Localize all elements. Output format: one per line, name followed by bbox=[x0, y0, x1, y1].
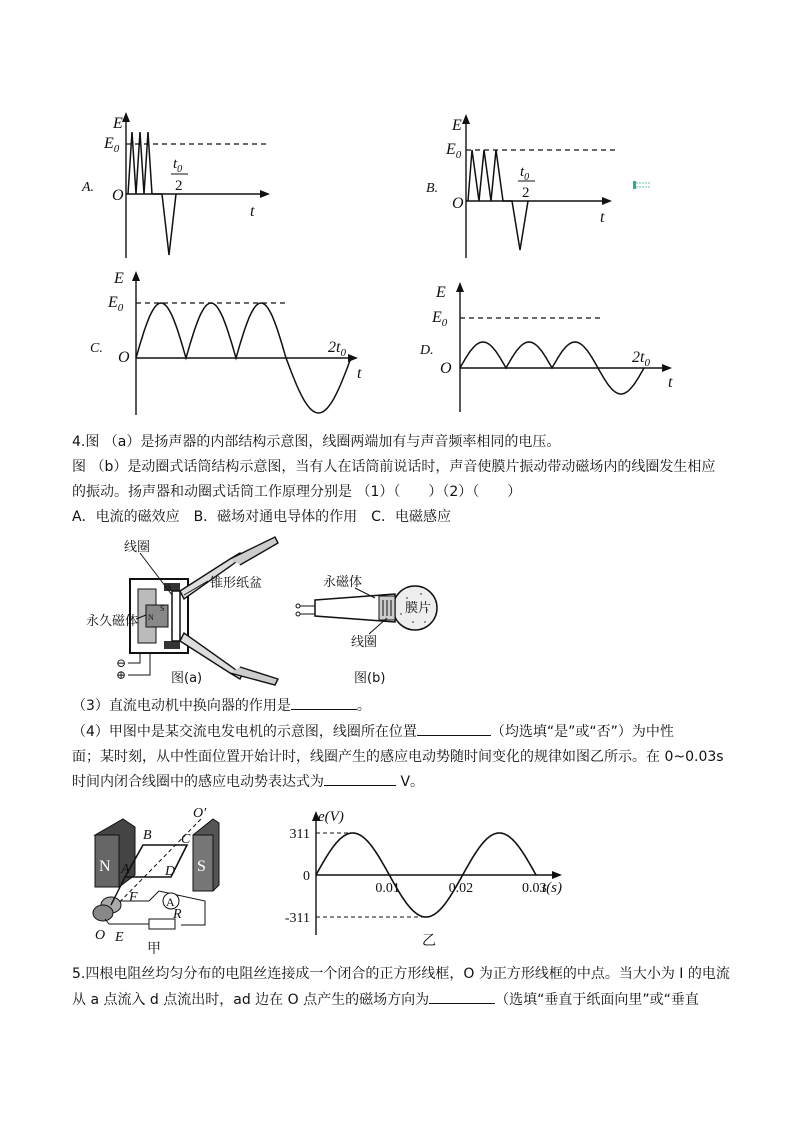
q5-answer-blank[interactable] bbox=[429, 988, 495, 1004]
chart-point bbox=[535, 874, 536, 875]
chart-point bbox=[444, 904, 445, 905]
label-a: A bbox=[121, 862, 130, 877]
q3-end: 。 bbox=[356, 698, 371, 714]
graph-b-t-label: t bbox=[600, 209, 605, 226]
chart-point bbox=[370, 845, 371, 846]
magnet-s-label: S bbox=[197, 858, 206, 875]
q4b-text-3b: V。 bbox=[396, 774, 425, 790]
graph-b-e0-label: $E_0$ bbox=[446, 141, 462, 161]
graph-a bbox=[80, 110, 300, 265]
graph-d-end-label: $2t_0$ bbox=[632, 349, 650, 369]
label-o-prime: O′ bbox=[193, 806, 207, 821]
graph-b-e-label: E bbox=[452, 117, 462, 134]
q4b-text-3: 时间内闭合线圈中的感应电动势表达式为 bbox=[72, 774, 324, 790]
graph-a-frac-num: $t_0$ bbox=[173, 156, 183, 175]
graph-d-option: D. bbox=[420, 343, 434, 358]
q4-options: A．电流的磁效应 B．磁场对通电导体的作用 C．电磁感应 bbox=[72, 509, 451, 525]
generator-figure bbox=[85, 805, 285, 960]
label-r: R bbox=[173, 907, 182, 922]
label-d: D bbox=[165, 864, 176, 879]
decorative-mark-icon bbox=[633, 181, 650, 189]
coil-b-label: 线圈 bbox=[351, 634, 378, 649]
label-b: B bbox=[143, 828, 152, 843]
magnet-label: 永久磁体 bbox=[86, 613, 139, 628]
ammeter-icon: A bbox=[166, 895, 175, 909]
graph-c-origin: O bbox=[118, 349, 130, 366]
speaker-s-top: S bbox=[167, 583, 172, 592]
graph-c-t-label: t bbox=[357, 365, 362, 382]
graph-d-e0-label: $E_0$ bbox=[432, 309, 448, 329]
permanent-magnet-label: 永磁体 bbox=[323, 574, 363, 589]
graph-d-e-label: E bbox=[436, 284, 446, 301]
graph-d-origin: O bbox=[440, 360, 452, 377]
q5-text-2b: （选填“垂直于纸面向里”或“垂直 bbox=[495, 992, 699, 1008]
chart-point bbox=[499, 832, 500, 833]
q5-line-1: 5.四根电阻丝均匀分布的电阻丝连接成一个闭合的正方形线框，O 为正方形线框的中点。当大小为 I 的电流 bbox=[72, 966, 730, 982]
q4b-line-3 bbox=[72, 770, 732, 794]
graph-a-e-label: E bbox=[113, 115, 123, 132]
chart-point bbox=[407, 904, 408, 905]
chart-y-tick-label: 0 bbox=[303, 869, 310, 884]
graph-c-option: C. bbox=[90, 341, 103, 356]
chart-y-tick-label: -311 bbox=[284, 911, 310, 926]
plus-terminal-icon: ⊕ bbox=[116, 668, 127, 682]
speaker-n-label: N bbox=[148, 613, 154, 622]
q4b-answer-blank-2[interactable] bbox=[324, 770, 396, 786]
graph-a-frac-den: 2 bbox=[175, 178, 183, 194]
caption-jia: 甲 bbox=[147, 942, 161, 957]
graph-a-t-label: t bbox=[250, 203, 255, 220]
graph-c-end-label: $2t_0$ bbox=[328, 339, 346, 359]
chart-point bbox=[352, 832, 353, 833]
graph-c-e-label: E bbox=[114, 270, 124, 287]
chart-caption: 乙 bbox=[422, 934, 436, 949]
graph-b-option: B. bbox=[426, 181, 439, 196]
q3-line bbox=[72, 694, 732, 718]
diaphragm-label: 膜片 bbox=[405, 600, 432, 615]
graph-b-origin: O bbox=[452, 195, 464, 212]
graph-b-frac-num: $t_0$ bbox=[520, 164, 530, 183]
graph-c-e0-label: $E_0$ bbox=[108, 294, 124, 314]
chart-y-tick-label: 311 bbox=[289, 827, 310, 842]
coil-label: 线圈 bbox=[124, 539, 151, 554]
chart-x-tick-label: 0.03 bbox=[522, 881, 547, 896]
chart-x-tick-label: 0.01 bbox=[375, 881, 400, 896]
q4-line-3: 的振动。扬声器和动圈式话筒工作原理分别是 （1）（ ）（2）（ ） bbox=[72, 484, 522, 500]
speaker-s-mid: S bbox=[160, 604, 165, 613]
chart-x-arrow-icon bbox=[552, 871, 562, 879]
label-c: C bbox=[181, 832, 191, 847]
graph-b-frac-den: 2 bbox=[522, 185, 530, 201]
graph-a-option: A. bbox=[82, 180, 95, 195]
q3-answer-blank[interactable] bbox=[291, 694, 357, 710]
magnet-n-label: N bbox=[99, 858, 111, 875]
chart-x-tick-label: 0.02 bbox=[448, 881, 474, 896]
microphone-figure bbox=[295, 570, 455, 660]
label-f: F bbox=[129, 890, 138, 905]
q3-text: （3）直流电动机中换向器的作用是 bbox=[72, 698, 291, 714]
emf-chart bbox=[280, 805, 570, 950]
caption-fig-b: 图(b) bbox=[354, 671, 386, 686]
graph-d-t-label: t bbox=[668, 374, 673, 391]
chart-point bbox=[517, 845, 518, 846]
chart-point bbox=[334, 845, 335, 846]
cone-label: 锥形纸盆 bbox=[210, 575, 263, 590]
q5-text-2: 从 a 点流入 d 点流出时，ad 边在 O 点产生的磁场方向为 bbox=[72, 992, 430, 1008]
label-e: E bbox=[115, 930, 124, 945]
graph-a-origin: O bbox=[112, 187, 124, 204]
chart-point bbox=[462, 874, 463, 875]
label-o: O bbox=[95, 928, 106, 943]
caption-fig-a: 图(a) bbox=[171, 671, 203, 686]
chart-point bbox=[389, 874, 390, 875]
q4b-answer-blank-1[interactable] bbox=[417, 720, 491, 736]
q4b-line-1 bbox=[72, 720, 732, 744]
q4-line-1: 4.图 （a）是扬声器的内部结构示意图，线圈两端加有与声音频率相同的电压。 bbox=[72, 434, 561, 450]
chart-y-axis-label: e(V) bbox=[318, 809, 344, 825]
q4b-text-1: （4）甲图中是某交流电发电机的示意图，线圈所在位置 bbox=[72, 724, 417, 740]
graph-c bbox=[86, 265, 376, 420]
chart-point bbox=[480, 845, 481, 846]
q4-line-2: 图 （b）是动圈式话筒结构示意图，当有人在话筒前说话时，声音使膜片振动带动磁场内的线圈发生相应 bbox=[72, 459, 716, 475]
graph-b bbox=[420, 110, 650, 265]
q5-line-2 bbox=[72, 988, 732, 1012]
chart-x-axis-label: t(s) bbox=[542, 880, 562, 896]
chart-point bbox=[315, 874, 316, 875]
minus-terminal-icon: ⊖ bbox=[116, 656, 127, 670]
graph-d bbox=[420, 280, 690, 420]
q4b-line-2: 面；某时刻，从中性面位置开始计时，线圈产生的感应电动势随时间变化的规律如图乙所示。在 0~0.03s bbox=[72, 749, 724, 765]
q4b-text-1b: （均选填“是”或“否”）为中性 bbox=[490, 724, 674, 740]
graph-a-e0-label: $E_0$ bbox=[104, 135, 120, 155]
chart-point bbox=[425, 916, 426, 917]
